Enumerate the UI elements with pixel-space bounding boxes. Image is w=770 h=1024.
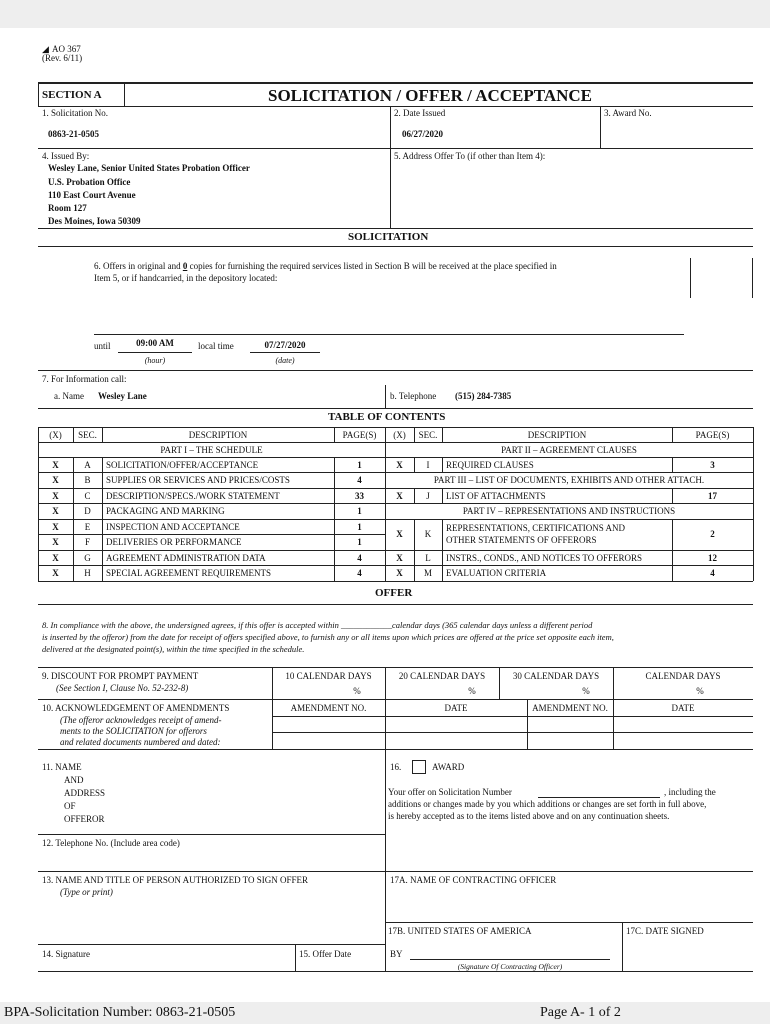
toc-col-pages: PAGE(S) [342, 430, 377, 440]
discount-30-pct[interactable]: % [582, 686, 590, 696]
offeror-address: ADDRESS [64, 788, 106, 798]
issuer-line-4: Room 127 [48, 203, 87, 213]
award-no-label: 3. Award No. [604, 108, 652, 118]
amendments-sub-3: and related documents numbered and dated: [60, 737, 221, 747]
until-label: until [94, 341, 111, 351]
date-issued-label: 2. Date Issued [394, 108, 446, 118]
info-call-label: 7. For Information call: [42, 374, 127, 384]
deadline-date: 07/27/2020 [264, 340, 306, 350]
issuer-line-2: U.S. Probation Office [48, 177, 131, 187]
toc-col-description: DESCRIPTION [188, 430, 248, 440]
contracting-officer-label: 17A. NAME OF CONTRACTING OFFICER [390, 875, 557, 885]
solicitation-no-label: 1. Solicitation No. [42, 108, 108, 118]
toc-col-x-2: (X) [393, 430, 406, 440]
by-label: BY [390, 949, 403, 959]
award-checkbox[interactable] [412, 760, 426, 774]
signature-label: 14. Signature [42, 949, 90, 959]
item-8-line-2: is inserted by the offeror) from the date for receipt of offers specified above, to furnish any or all items upon which prices are offered at the price set opposite each item, [42, 632, 614, 642]
toc-part-3: PART III – LIST OF DOCUMENTS, EXHIBITS AND OTHER ATTACH. [433, 475, 705, 485]
offeror-label: OFFEROR [64, 814, 105, 824]
telephone-label: b. Telephone [390, 391, 437, 401]
amendments-sub-2: ments to the SOLICITATION for offerors [60, 726, 207, 736]
signature-caption: (Signature Of Contracting Officer) [457, 962, 563, 971]
toc-col-sec: SEC. [78, 430, 97, 440]
local-time-label: local time [198, 341, 234, 351]
item-6-line-1: 6. Offers in original and 0 copies for furnishing the required services listed in Section B will be received at the place specified in [94, 261, 557, 271]
discount-30-days: 30 CALENDAR DAYS [512, 671, 600, 681]
amendment-no-header-1: AMENDMENT NO. [290, 703, 367, 713]
award-text-1a: Your offer on Solicitation Number [388, 787, 512, 797]
offeror-name-label: 11. NAME [42, 762, 82, 772]
footer-solicitation-number: BPA-Solicitation Number: 0863-21-0505 [4, 1005, 236, 1020]
discount-10-days: 10 CALENDAR DAYS [285, 671, 372, 681]
toc-part-4: PART IV – REPRESENTATIONS AND INSTRUCTIONS [462, 506, 676, 516]
pencil-icon: ◢ [42, 44, 49, 54]
telephone-value: (515) 284-7385 [455, 391, 512, 401]
issuer-line-1: Wesley Lane, Senior United States Probation Officer [48, 163, 250, 173]
footer-page-number: Page A- 1 of 2 [540, 1005, 621, 1020]
toc-col-x: (X) [49, 430, 62, 440]
item-8-line-3: delivered at the designated point(s), within the time specified in the schedule. [42, 644, 305, 654]
solicitation-heading: SOLICITATION [348, 231, 429, 243]
award-text-1b: , including the [664, 787, 716, 797]
form-number: AO 367 [52, 44, 81, 54]
toc-part-1: PART I – THE SCHEDULE [160, 445, 263, 455]
discount-20-days: 20 CALENDAR DAYS [398, 671, 486, 681]
amendments-label: 10. ACKNOWLEDGEMENT OF AMENDMENTS [42, 703, 230, 713]
discount-label: 9. DISCOUNT FOR PROMPT PAYMENT [42, 671, 199, 681]
usa-label: 17B. UNITED STATES OF AMERICA [388, 926, 532, 936]
address-offer-label: 5. Address Offer To (if other than Item 4): [394, 151, 546, 161]
award-text-3: is hereby accepted as to the items listed above and on any continuation sheets. [388, 811, 670, 821]
toc-col-sec-2: SEC. [418, 430, 438, 440]
discount-other-pct[interactable]: % [696, 686, 704, 696]
toc-col-description-2: DESCRIPTION [527, 430, 587, 440]
item-8-line-1: 8. In compliance with the above, the undersigned agrees, if this offer is accepted within ____________calendar days (365 calendar days unless a different period [42, 620, 593, 630]
date-signed-label: 17C. DATE SIGNED [626, 926, 704, 936]
date-caption: (date) [275, 356, 295, 365]
toc-col-pages-2: PAGE(S) [695, 430, 730, 440]
issuer-line-3: 110 East Court Avenue [48, 190, 136, 200]
amendment-no-header-2: AMENDMENT NO. [532, 703, 608, 713]
amendment-date-header-2: DATE [671, 703, 695, 713]
discount-20-pct[interactable]: % [468, 686, 476, 696]
contact-name-value: Wesley Lane [98, 391, 147, 401]
date-issued-value: 06/27/2020 [402, 129, 444, 139]
offeror-and: AND [64, 775, 84, 785]
telephone-offeror-label: 12. Telephone No. (Include area code) [42, 838, 180, 848]
discount-10-pct[interactable]: % [353, 686, 361, 696]
award-text-2: additions or changes made by you which additions or changes are set forth in full above, [388, 799, 707, 809]
award-label: AWARD [432, 762, 465, 772]
amendments-sub-1: (The offeror acknowledges receipt of amend- [60, 715, 222, 725]
hour-caption: (hour) [144, 356, 166, 365]
discount-sub: (See Section I, Clause No. 52-232-8) [56, 683, 189, 693]
deadline-time: 09:00 AM [136, 338, 174, 348]
item-6-line-2: Item 5, or if handcarried, in the depository located: [94, 273, 278, 283]
viewer-top-bar [0, 0, 770, 28]
toc-part-2: PART II – AGREEMENT CLAUSES [501, 445, 637, 455]
authorized-person-sub: (Type or print) [60, 887, 113, 897]
offer-date-label: 15. Offer Date [299, 949, 352, 959]
authorized-person-label: 13. NAME AND TITLE OF PERSON AUTHORIZED TO SIGN OFFER [42, 875, 309, 885]
form-revision: (Rev. 6/11) [42, 53, 83, 63]
section-label: SECTION A [42, 89, 102, 101]
solicitation-no-value: 0863-21-0505 [48, 129, 99, 139]
discount-calendar-days: CALENDAR DAYS [645, 671, 721, 681]
award-item-number: 16. [390, 762, 402, 772]
offer-heading: OFFER [375, 587, 413, 599]
issuer-line-5: Des Moines, Iowa 50309 [48, 216, 141, 226]
issued-by-label: 4. Issued By: [42, 151, 90, 161]
offeror-of: OF [64, 801, 76, 811]
toc-heading: TABLE OF CONTENTS [328, 411, 446, 423]
amendment-date-header-1: DATE [444, 703, 468, 713]
form-title: SOLICITATION / OFFER / ACCEPTANCE [268, 86, 592, 105]
contact-name-label: a. Name [54, 391, 84, 401]
